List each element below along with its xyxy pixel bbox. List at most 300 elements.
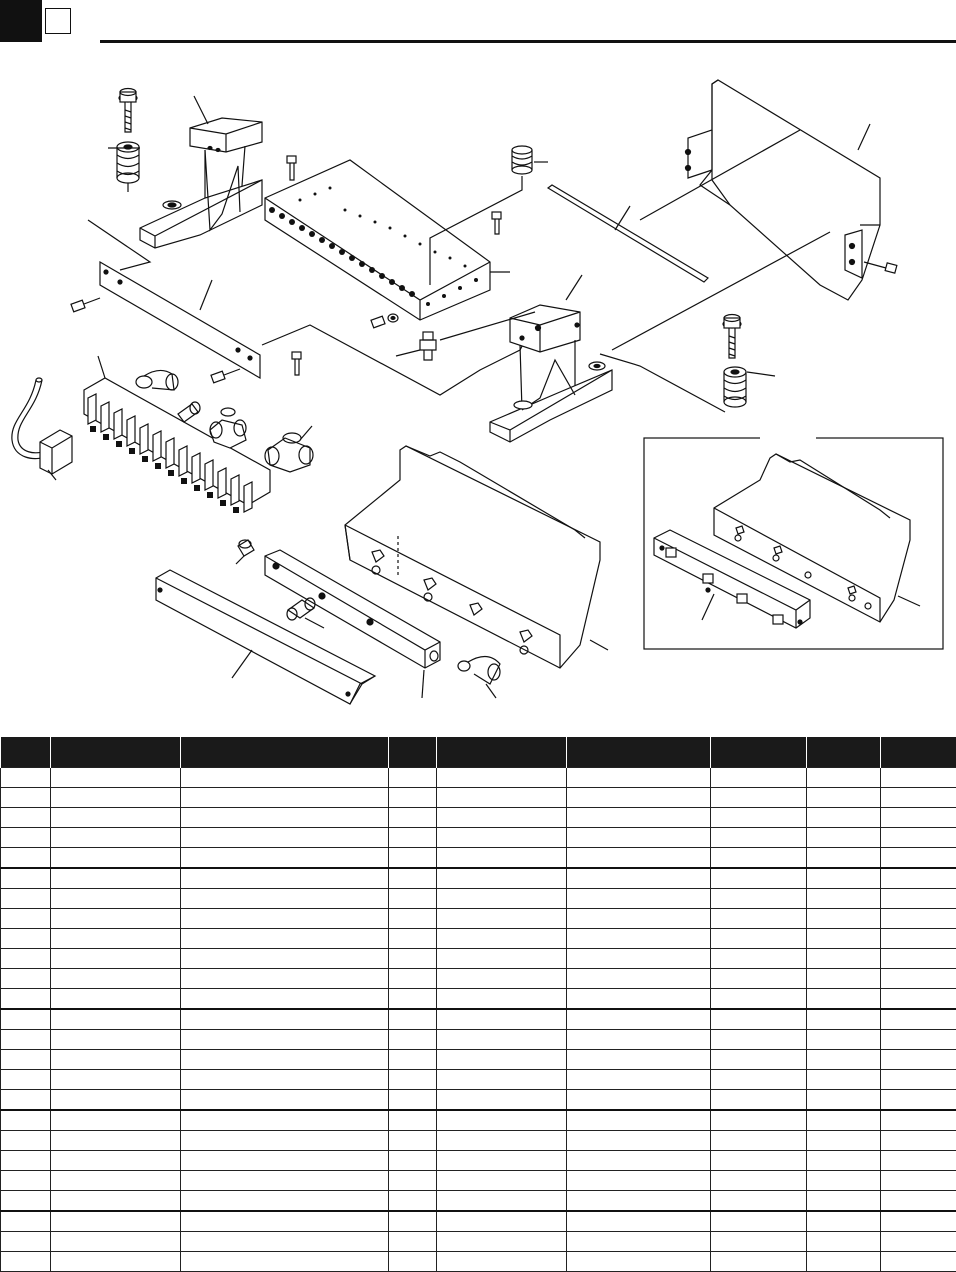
table-cell — [711, 1110, 807, 1131]
table-cell — [1, 969, 51, 989]
table-cell — [437, 1090, 567, 1111]
table-cell — [567, 1030, 711, 1050]
table-cell — [807, 969, 881, 989]
table-cell — [389, 929, 437, 949]
table-row — [1, 848, 956, 869]
table-cell — [711, 929, 807, 949]
table-cell — [567, 909, 711, 929]
table-cell — [881, 1131, 956, 1151]
table-row — [1, 1252, 956, 1272]
leader-line — [305, 618, 324, 628]
parts-table-body — [1, 768, 956, 1272]
table-cell — [389, 969, 437, 989]
table-cell — [437, 1131, 567, 1151]
table-cell — [51, 1030, 181, 1050]
table-cell — [51, 1191, 181, 1212]
table-cell — [567, 788, 711, 808]
table-cell — [881, 1211, 956, 1232]
table-cell — [437, 1232, 567, 1252]
leader-line — [194, 96, 208, 124]
table-cell — [389, 1030, 437, 1050]
table-cell — [389, 1110, 437, 1131]
table-cell — [807, 848, 881, 869]
tee-fitting-large — [265, 433, 313, 472]
table-cell — [567, 1232, 711, 1252]
column-header — [181, 737, 389, 768]
table-cell — [567, 929, 711, 949]
page-tab-box — [45, 8, 71, 34]
table-cell — [711, 1151, 807, 1171]
table-cell — [567, 969, 711, 989]
table-cell — [437, 1191, 567, 1212]
table-cell — [567, 868, 711, 889]
table-row — [1, 1030, 956, 1050]
table-cell — [437, 989, 567, 1010]
table-cell — [181, 1009, 389, 1030]
nozzle-fitting — [420, 332, 436, 360]
table-cell — [881, 1070, 956, 1090]
table-cell — [181, 868, 389, 889]
table-cell — [437, 1050, 567, 1070]
table-row — [1, 1232, 956, 1252]
table-cell — [881, 989, 956, 1010]
table-cell — [711, 868, 807, 889]
table-cell — [881, 1191, 956, 1212]
table-cell — [181, 848, 389, 869]
table-cell — [181, 1232, 389, 1252]
table-cell — [807, 1232, 881, 1252]
table-cell — [567, 848, 711, 869]
column-header — [1, 737, 51, 768]
table-cell — [51, 949, 181, 969]
table-row — [1, 808, 956, 828]
table-row — [1, 1211, 956, 1232]
small-screw — [287, 156, 296, 180]
bracket-block-right — [490, 305, 612, 442]
table-cell — [51, 868, 181, 889]
table-row — [1, 909, 956, 929]
table-cell — [389, 1009, 437, 1030]
table-row — [1, 1191, 956, 1212]
table-cell — [881, 788, 956, 808]
table-cell — [881, 1009, 956, 1030]
table-cell — [51, 1131, 181, 1151]
table-cell — [567, 1151, 711, 1171]
table-cell — [389, 768, 437, 788]
table-cell — [389, 1131, 437, 1151]
cover-top-right — [686, 80, 881, 300]
table-cell — [1, 828, 51, 848]
table-cell — [1, 1151, 51, 1171]
table-cell — [711, 1131, 807, 1151]
table-cell — [567, 949, 711, 969]
table-cell — [881, 1050, 956, 1070]
table-cell — [437, 788, 567, 808]
table-cell — [181, 929, 389, 949]
table-cell — [181, 1131, 389, 1151]
table-cell — [567, 1171, 711, 1191]
table-row — [1, 969, 956, 989]
table-cell — [51, 1151, 181, 1171]
table-row — [1, 1009, 956, 1030]
table-row — [1, 788, 956, 808]
table-cell — [1, 1030, 51, 1050]
table-cell — [881, 868, 956, 889]
table-cell — [51, 889, 181, 909]
table-cell — [389, 1252, 437, 1272]
table-cell — [389, 1171, 437, 1191]
table-cell — [437, 1070, 567, 1090]
table-cell — [51, 1070, 181, 1090]
table-cell — [1, 1050, 51, 1070]
table-cell — [807, 1009, 881, 1030]
table-cell — [51, 828, 181, 848]
table-cell — [51, 848, 181, 869]
leader-line — [486, 684, 496, 698]
table-cell — [51, 788, 181, 808]
table-cell — [881, 969, 956, 989]
table-cell — [51, 1252, 181, 1272]
table-row — [1, 1070, 956, 1090]
table-header-row — [1, 737, 956, 768]
elbow-connector — [458, 656, 500, 684]
leader-line — [600, 354, 725, 412]
table-cell — [711, 808, 807, 828]
table-cell — [881, 889, 956, 909]
parts-list-table — [0, 737, 956, 1272]
table-cell — [51, 909, 181, 929]
table-cell — [51, 1090, 181, 1111]
table-cell — [711, 848, 807, 869]
table-cell — [1, 868, 51, 889]
column-header — [389, 737, 437, 768]
table-cell — [1, 1171, 51, 1191]
table-cell — [389, 909, 437, 929]
leader-line — [566, 275, 582, 300]
table-cell — [1, 909, 51, 929]
table-row — [1, 929, 956, 949]
table-cell — [881, 848, 956, 869]
table-cell — [881, 929, 956, 949]
table-row — [1, 828, 956, 848]
table-cell — [51, 989, 181, 1010]
column-header — [567, 737, 711, 768]
table-cell — [51, 768, 181, 788]
bracket-plate — [100, 262, 260, 378]
table-cell — [711, 889, 807, 909]
table-cell — [181, 1070, 389, 1090]
table-cell — [711, 1191, 807, 1212]
table-cell — [881, 949, 956, 969]
table-cell — [51, 1232, 181, 1252]
table-cell — [181, 969, 389, 989]
small-screw — [292, 352, 301, 375]
mount-bolt-right — [723, 315, 741, 359]
table-cell — [181, 1171, 389, 1191]
table-cell — [711, 788, 807, 808]
table-cell — [1, 788, 51, 808]
table-cell — [51, 808, 181, 828]
table-cell — [881, 1252, 956, 1272]
table-row — [1, 949, 956, 969]
table-cell — [51, 1009, 181, 1030]
table-cell — [437, 929, 567, 949]
table-row — [1, 889, 956, 909]
table-cell — [181, 1030, 389, 1050]
table-cell — [437, 1110, 567, 1131]
table-cell — [181, 828, 389, 848]
coil-fitting — [512, 146, 532, 174]
table-cell — [437, 1030, 567, 1050]
table-cell — [437, 1252, 567, 1272]
table-row — [1, 989, 956, 1010]
table-cell — [1, 808, 51, 828]
table-cell — [437, 768, 567, 788]
elbow-fitting — [136, 370, 178, 390]
table-cell — [567, 1050, 711, 1070]
table-cell — [437, 1009, 567, 1030]
table-cell — [389, 1070, 437, 1090]
valve-bank — [84, 378, 270, 513]
column-header — [51, 737, 181, 768]
table-cell — [567, 828, 711, 848]
small-screw — [492, 212, 501, 234]
table-cell — [1, 1211, 51, 1232]
table-cell — [437, 949, 567, 969]
table-cell — [711, 1232, 807, 1252]
table-cell — [389, 828, 437, 848]
table-cell — [881, 768, 956, 788]
table-cell — [389, 1232, 437, 1252]
table-cell — [807, 1070, 881, 1090]
table-cell — [181, 949, 389, 969]
leader-line — [422, 670, 424, 698]
table-cell — [389, 1050, 437, 1070]
leader-line — [200, 280, 212, 310]
tee-fitting — [210, 408, 246, 448]
leader-line — [232, 650, 252, 678]
table-cell — [711, 1070, 807, 1090]
table-cell — [807, 949, 881, 969]
table-cell — [567, 1070, 711, 1090]
table-cell — [807, 1131, 881, 1151]
table-cell — [711, 1009, 807, 1030]
table-cell — [567, 889, 711, 909]
table-cell — [437, 1151, 567, 1171]
table-row — [1, 1151, 956, 1171]
leader-line — [300, 426, 312, 440]
table-cell — [1, 1009, 51, 1030]
table-cell — [389, 889, 437, 909]
column-header — [437, 737, 567, 768]
table-cell — [881, 1151, 956, 1171]
table-cell — [437, 828, 567, 848]
table-cell — [389, 808, 437, 828]
header-rule — [100, 40, 956, 43]
table-cell — [181, 788, 389, 808]
leader-line — [98, 356, 105, 378]
column-header — [711, 737, 807, 768]
spring-mount-right — [724, 367, 746, 407]
table-cell — [437, 969, 567, 989]
table-cell — [567, 1191, 711, 1212]
table-cell — [1, 1252, 51, 1272]
table-row — [1, 868, 956, 889]
table-cell — [567, 1252, 711, 1272]
table-cell — [711, 969, 807, 989]
table-cell — [51, 1050, 181, 1070]
small-screw — [71, 298, 100, 312]
leader-line — [262, 312, 540, 395]
table-cell — [389, 949, 437, 969]
table-cell — [389, 1151, 437, 1171]
table-cell — [437, 808, 567, 828]
table-row — [1, 1171, 956, 1191]
table-cell — [807, 768, 881, 788]
leader-line — [612, 232, 830, 350]
table-cell — [881, 909, 956, 929]
leader-line — [898, 596, 920, 606]
leader-line — [747, 372, 775, 376]
table-cell — [567, 989, 711, 1010]
table-cell — [881, 1090, 956, 1111]
table-cell — [389, 848, 437, 869]
table-cell — [1, 1131, 51, 1151]
table-cell — [437, 889, 567, 909]
table-cell — [51, 969, 181, 989]
table-cell — [51, 1211, 181, 1232]
leader-line — [702, 594, 714, 620]
table-cell — [807, 1211, 881, 1232]
table-row — [1, 1110, 956, 1131]
table-cell — [567, 1090, 711, 1111]
table-cell — [389, 989, 437, 1010]
table-cell — [567, 808, 711, 828]
table-cell — [389, 868, 437, 889]
table-cell — [181, 1191, 389, 1212]
table-cell — [881, 1110, 956, 1131]
bracket-block-left — [140, 118, 262, 248]
table-cell — [1, 1232, 51, 1252]
table-row — [1, 1050, 956, 1070]
table-cell — [567, 1211, 711, 1232]
table-cell — [807, 788, 881, 808]
table-cell — [807, 989, 881, 1010]
table-cell — [389, 1191, 437, 1212]
table-cell — [881, 1171, 956, 1191]
table-cell — [881, 1030, 956, 1050]
table-cell — [1, 768, 51, 788]
table-cell — [567, 768, 711, 788]
table-cell — [181, 1110, 389, 1131]
table-cell — [181, 808, 389, 828]
table-cell — [181, 1211, 389, 1232]
manifold-block — [265, 160, 490, 320]
leader-line — [396, 350, 420, 356]
mount-bolt-left — [119, 89, 137, 133]
table-cell — [389, 1090, 437, 1111]
table-cell — [711, 768, 807, 788]
table-cell — [807, 828, 881, 848]
table-cell — [1, 949, 51, 969]
table-row — [1, 1090, 956, 1111]
table-cell — [181, 768, 389, 788]
table-cell — [711, 909, 807, 929]
table-cell — [437, 1211, 567, 1232]
table-cell — [1, 848, 51, 869]
table-cell — [181, 889, 389, 909]
table-cell — [881, 1232, 956, 1252]
table-cell — [1, 1191, 51, 1212]
table-cell — [1, 929, 51, 949]
table-cell — [711, 949, 807, 969]
table-cell — [181, 1090, 389, 1111]
table-cell — [807, 1050, 881, 1070]
tube-clip — [40, 430, 72, 474]
table-cell — [807, 1191, 881, 1212]
spring-mount-left — [117, 142, 139, 192]
table-cell — [437, 848, 567, 869]
table-cell — [807, 889, 881, 909]
table-row — [1, 1131, 956, 1151]
inset-variant-panel — [644, 432, 943, 649]
table-cell — [1, 1090, 51, 1111]
table-cell — [1, 989, 51, 1010]
table-cell — [807, 909, 881, 929]
table-cell — [881, 828, 956, 848]
table-cell — [807, 1151, 881, 1171]
table-cell — [1, 889, 51, 909]
table-cell — [181, 1252, 389, 1272]
table-cell — [389, 1211, 437, 1232]
flat-strip — [548, 185, 708, 282]
table-cell — [181, 1151, 389, 1171]
exploded-parts-diagram — [0, 60, 956, 720]
small-screw — [864, 262, 897, 273]
leader-line — [236, 556, 244, 564]
table-row — [1, 768, 956, 788]
table-cell — [1, 1110, 51, 1131]
table-cell — [711, 1030, 807, 1050]
table-cell — [389, 788, 437, 808]
table-cell — [567, 1131, 711, 1151]
leader-line — [858, 124, 870, 150]
table-cell — [567, 1009, 711, 1030]
column-header — [881, 737, 956, 768]
table-cell — [807, 1252, 881, 1272]
table-cell — [51, 929, 181, 949]
table-cell — [711, 1252, 807, 1272]
screw-washer — [371, 314, 398, 328]
table-cell — [181, 909, 389, 929]
table-cell — [711, 1090, 807, 1111]
table-cell — [437, 1171, 567, 1191]
table-cell — [807, 929, 881, 949]
table-cell — [711, 1050, 807, 1070]
table-cell — [881, 808, 956, 828]
table-cell — [51, 1171, 181, 1191]
table-cell — [437, 909, 567, 929]
column-header — [807, 737, 881, 768]
table-cell — [711, 989, 807, 1010]
leader-line — [590, 640, 608, 650]
table-cell — [437, 868, 567, 889]
table-cell — [807, 1030, 881, 1050]
plug-cap — [238, 540, 254, 556]
table-cell — [711, 1211, 807, 1232]
table-cell — [181, 1050, 389, 1070]
table-cell — [807, 1110, 881, 1131]
